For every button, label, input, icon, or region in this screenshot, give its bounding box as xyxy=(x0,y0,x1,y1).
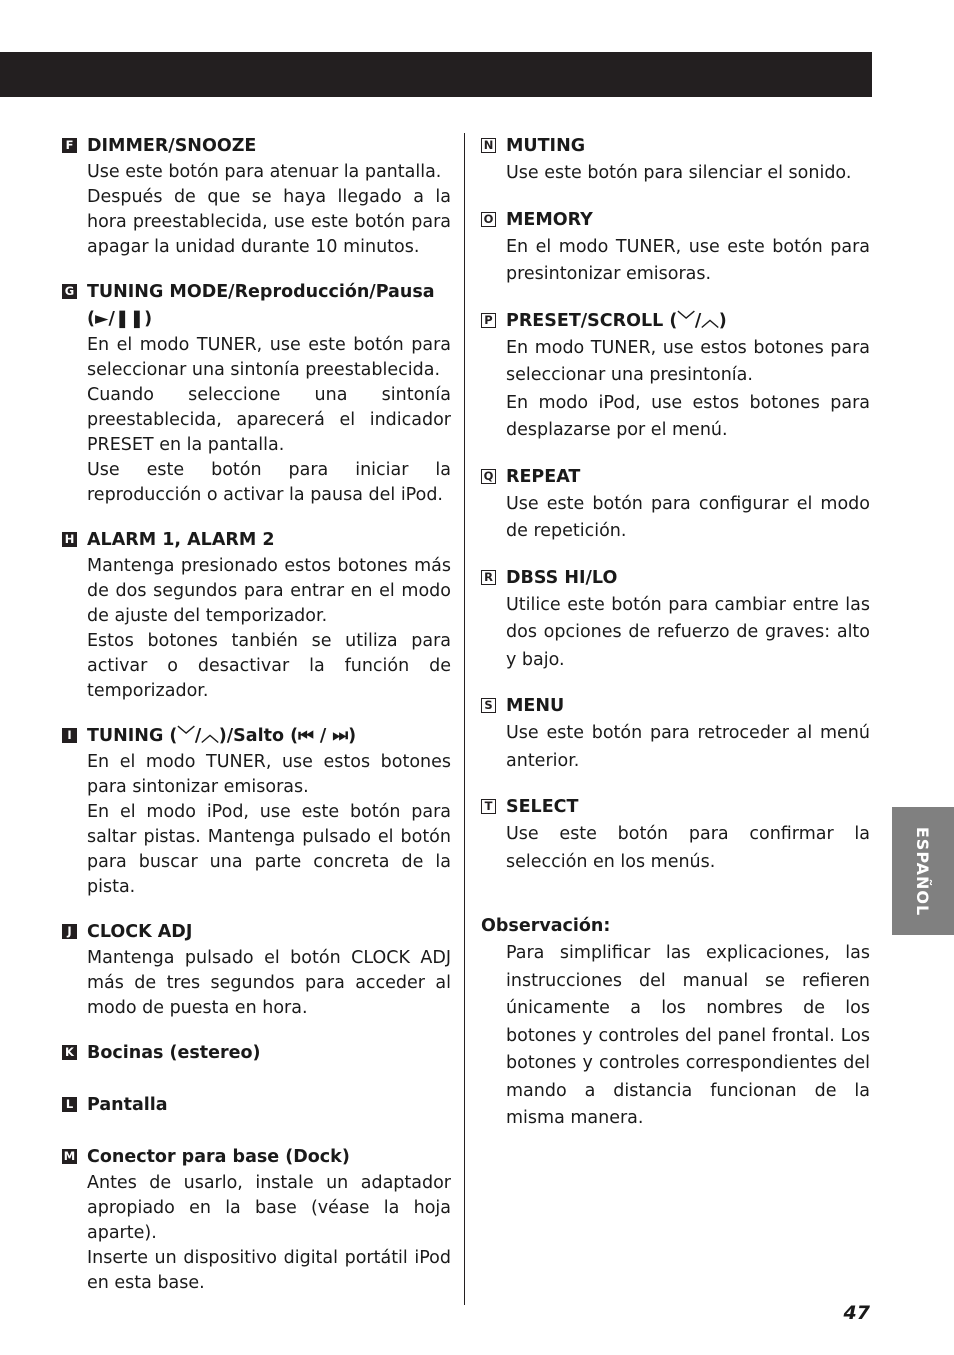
item-heading xyxy=(481,794,870,821)
item-heading xyxy=(62,919,451,946)
item-paragraph: En el modo TUNER, use estos botones para sintonizar emisoras. xyxy=(87,752,451,797)
item-n xyxy=(481,133,870,188)
left-column xyxy=(62,133,451,1315)
right-column xyxy=(481,133,870,1133)
language-tab-label: ESPAÑOL xyxy=(913,826,933,916)
item-t xyxy=(481,794,870,876)
item-description xyxy=(87,750,451,900)
item-o xyxy=(481,207,870,289)
item-paragraph: Use este botón para iniciar la reproducción o activar la pausa del iPod. xyxy=(87,460,451,505)
item-paragraph: Use este botón para retroceder al menú anterior. xyxy=(506,723,870,771)
item-title: REPEAT xyxy=(506,466,581,487)
item-paragraph: En el modo TUNER, use este botón para presintonizar emisoras. xyxy=(506,236,870,284)
item-paragraph: Inserte un dispositivo digital portátil iPod en esta base. xyxy=(87,1248,451,1293)
item-heading xyxy=(481,693,870,720)
item-description xyxy=(506,160,870,188)
item-paragraph: En el modo iPod, use este botón para saltar pistas. Mantenga pulsado el botón para buscar una parte concreta de la pista. xyxy=(87,802,451,897)
item-heading xyxy=(62,133,451,160)
item-m xyxy=(62,1144,451,1296)
item-letter-badge: R xyxy=(481,570,496,585)
item-paragraph: Use este botón para configurar el modo de repetición. xyxy=(506,493,870,541)
item-l xyxy=(62,1092,451,1119)
language-tab xyxy=(892,807,954,935)
item-description xyxy=(506,491,870,546)
item-i xyxy=(62,723,451,900)
item-heading xyxy=(62,1144,451,1171)
item-title: DIMMER/SNOOZE xyxy=(87,136,257,156)
item-paragraph: En el modo TUNER, use este botón para seleccionar una sintonía preestablecida. xyxy=(87,335,451,380)
item-paragraph: Antes de usarlo, instale un adaptador apropiado en la base (véase la hoja aparte). xyxy=(87,1173,451,1243)
item-heading xyxy=(481,565,870,592)
item-paragraph: Utilice este botón para cambiar entre las dos opciones de refuerzo de graves: alto y bajo. xyxy=(506,594,870,670)
item-letter-badge: T xyxy=(481,799,496,814)
item-f xyxy=(62,133,451,260)
item-letter-badge: L xyxy=(62,1097,77,1112)
item-title: Bocinas (estereo) xyxy=(87,1043,261,1063)
item-description xyxy=(87,160,451,260)
item-heading xyxy=(481,308,870,335)
item-letter-badge: I xyxy=(62,728,77,743)
item-title: Conector para base (Dock) xyxy=(87,1147,350,1167)
right-items xyxy=(481,133,870,876)
item-paragraph: Use este botón para silenciar el sonido. xyxy=(506,163,852,183)
item-r xyxy=(481,565,870,675)
page-number: 47 xyxy=(843,1302,870,1324)
item-title: MUTING xyxy=(506,136,586,156)
item-q xyxy=(481,464,870,546)
item-title: TUNING MODE/Reproducción/Pausa (►/❚❚) xyxy=(87,282,435,329)
item-paragraph: Use este botón para atenuar la pantalla. xyxy=(87,162,442,182)
item-description xyxy=(506,592,870,675)
item-heading xyxy=(62,527,451,554)
item-letter-badge: G xyxy=(62,284,77,299)
item-paragraph: Mantenga pulsado el botón CLOCK ADJ más de tres segundos para acceder al modo de puesta en hora. xyxy=(87,948,451,1018)
item-letter-badge: F xyxy=(62,138,77,153)
item-paragraph: En modo iPod, use estos botones para desplazarse por el menú. xyxy=(506,392,870,440)
item-letter-badge: O xyxy=(481,212,496,227)
item-s xyxy=(481,693,870,775)
item-paragraph: Después de que se haya llegado a la hora preestablecida, use este botón para apagar la unidad durante 10 minutos. xyxy=(87,187,451,257)
item-h xyxy=(62,527,451,704)
item-heading xyxy=(62,1040,451,1067)
item-title: PRESET/SCROLL (﹀/︿) xyxy=(506,310,727,331)
item-title: TUNING (﹀/︿)/Salto (⏮ / ⏭) xyxy=(87,726,357,746)
item-description xyxy=(506,720,870,775)
item-paragraph: Cuando seleccione una sintonía preestablecida, aparecerá el indicador PRESET en la pantalla. xyxy=(87,385,451,455)
item-title: CLOCK ADJ xyxy=(87,922,193,942)
item-description xyxy=(87,1171,451,1296)
item-paragraph: Use este botón para confirmar la selección en los menús. xyxy=(506,824,870,872)
header-bar xyxy=(0,52,872,97)
item-letter-badge: N xyxy=(481,138,496,153)
item-heading xyxy=(481,133,870,160)
item-letter-badge: Q xyxy=(481,469,496,484)
item-letter-badge: J xyxy=(62,924,77,939)
item-title: Pantalla xyxy=(87,1095,168,1115)
item-g xyxy=(62,279,451,508)
item-p xyxy=(481,308,870,445)
item-title: MENU xyxy=(506,696,565,716)
column-divider xyxy=(464,133,465,1305)
item-title: ALARM 1, ALARM 2 xyxy=(87,530,275,550)
item-description xyxy=(506,335,870,445)
item-title: DBSS HI/LO xyxy=(506,567,618,588)
item-heading xyxy=(62,279,451,333)
item-heading xyxy=(62,1092,451,1119)
item-title: SELECT xyxy=(506,797,579,817)
item-description xyxy=(506,821,870,876)
item-heading xyxy=(62,723,451,750)
item-paragraph: Estos botones tanbién se utiliza para activar o desactivar la función de temporizador. xyxy=(87,631,451,701)
observation-title: Observación: xyxy=(481,916,611,936)
item-description xyxy=(87,333,451,508)
item-letter-badge: S xyxy=(481,698,496,713)
item-j xyxy=(62,919,451,1021)
item-title: MEMORY xyxy=(506,209,593,230)
item-k xyxy=(62,1040,451,1067)
item-paragraph: Mantenga presionado estos botones más de dos segundos para entrar en el modo de ajuste del temporizador. xyxy=(87,556,451,626)
observation-text: Para simplificar las explicaciones, las instrucciones del manual se refieren únicamente a los nombres de los botones y controles del panel frontal. Los botones y controles correspondientes del mando a distancia funcionan de la misma manera. xyxy=(506,943,870,1128)
item-description xyxy=(87,946,451,1021)
item-letter-badge: M xyxy=(63,1149,76,1163)
item-letter-badge: P xyxy=(481,313,496,328)
item-paragraph: En modo TUNER, use estos botones para seleccionar una presintonía. xyxy=(506,337,870,385)
item-heading xyxy=(481,464,870,491)
item-letter-badge: K xyxy=(62,1045,77,1060)
item-letter-badge: H xyxy=(62,532,77,547)
item-description xyxy=(87,554,451,704)
item-description xyxy=(506,234,870,289)
item-heading xyxy=(481,207,870,234)
